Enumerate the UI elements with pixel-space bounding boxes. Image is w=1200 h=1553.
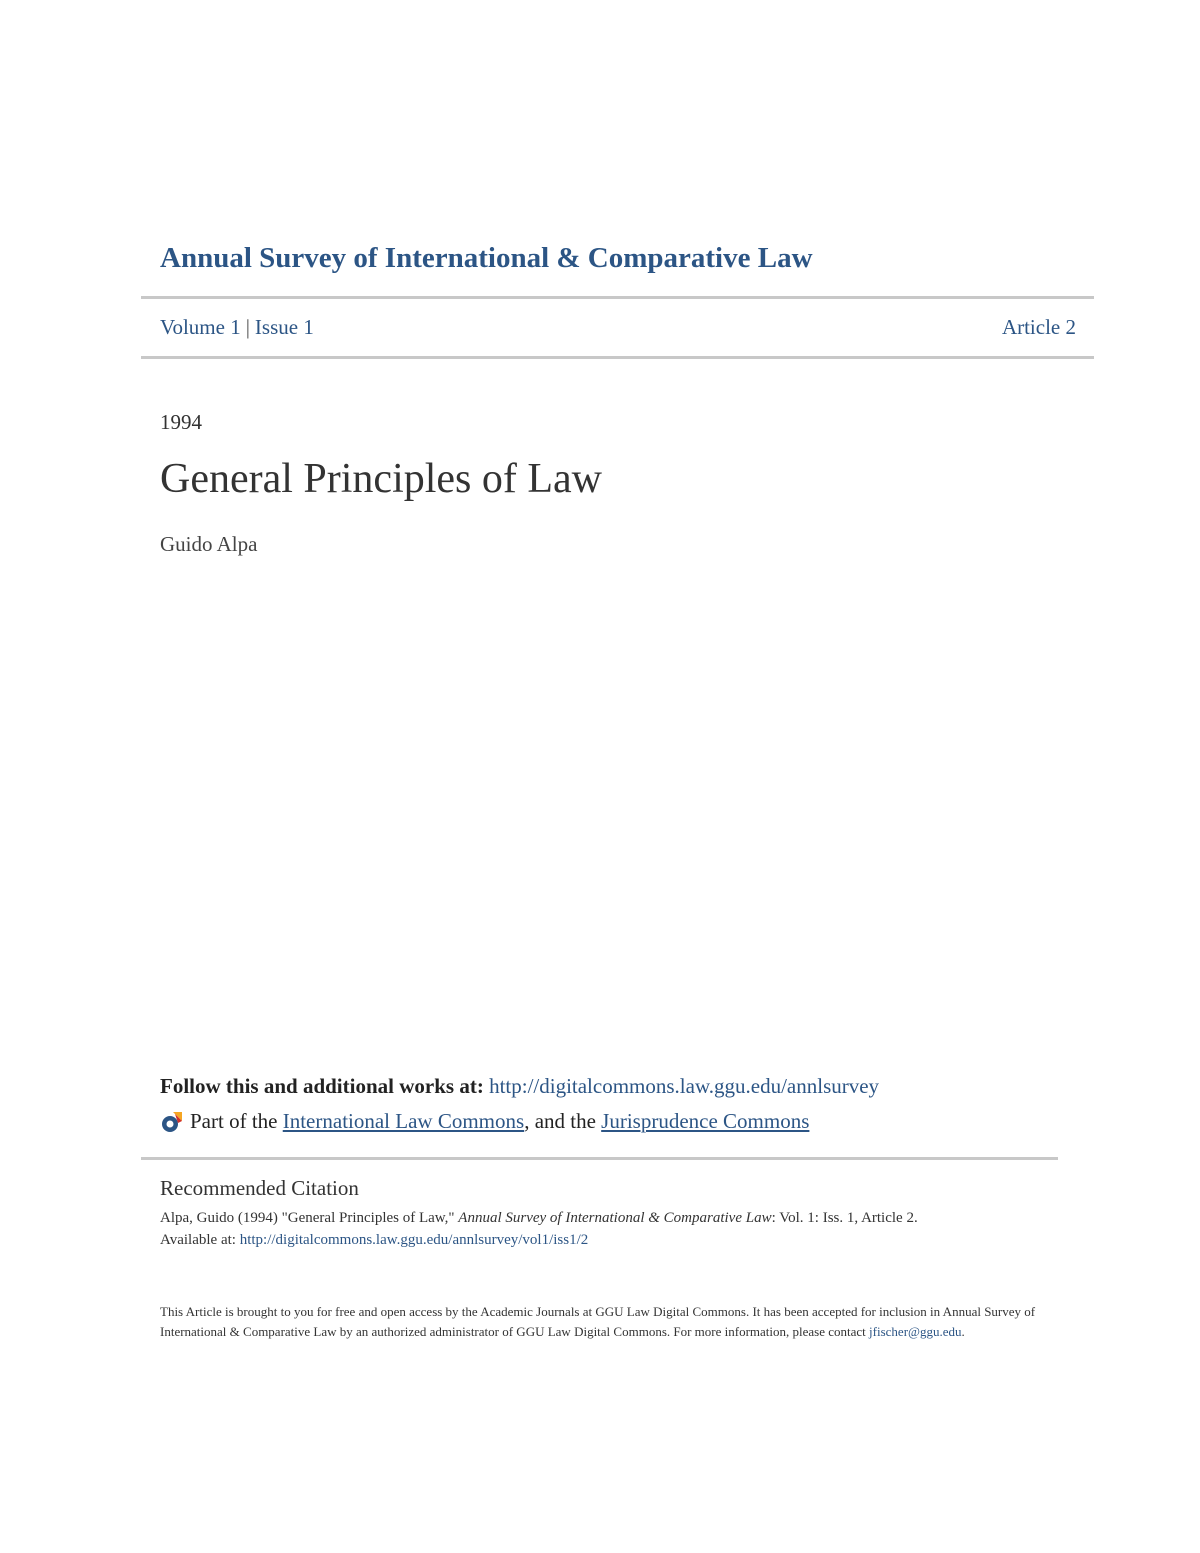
article-link[interactable]: Article 2	[1001, 315, 1076, 339]
page-title: General Principles of Law	[160, 456, 603, 502]
divider-bottom	[141, 1157, 1058, 1160]
citation-text: Alpa, Guido (1994) "General Principles of Law,"	[160, 1210, 455, 1226]
citation-heading: Recommended Citation	[160, 1176, 359, 1200]
journal-title[interactable]: Annual Survey of International & Comparative Law	[160, 242, 813, 274]
publication-year: 1994	[160, 410, 202, 434]
available-label: Available at:	[160, 1232, 236, 1248]
jurisprudence-commons-link[interactable]: Jurisprudence Commons	[601, 1109, 810, 1133]
part-of-middle: , and the	[524, 1109, 596, 1133]
notice-end: .	[961, 1324, 965, 1339]
volume-link[interactable]: Volume 1	[160, 315, 241, 339]
part-of-line	[160, 1109, 809, 1134]
international-law-commons-link[interactable]: International Law Commons	[282, 1109, 525, 1133]
divider-middle	[141, 356, 1094, 359]
author-name: Guido Alpa	[160, 532, 258, 556]
part-of-prefix: Part of the	[190, 1109, 278, 1133]
citation-url-link[interactable]: http://digitalcommons.law.ggu.edu/annlsurvey/vol1/iss1/2	[239, 1232, 589, 1248]
citation-volume: : Vol. 1: Iss. 1, Article 2.	[771, 1210, 918, 1226]
access-notice	[160, 1302, 1040, 1342]
follow-label: Follow this and additional works at:	[160, 1074, 484, 1098]
separator: |	[245, 315, 250, 339]
issue-link[interactable]: Issue 1	[254, 315, 314, 339]
contact-email-link[interactable]: jfischer@ggu.edu	[869, 1324, 962, 1339]
commons-logo-icon	[160, 1110, 184, 1134]
follow-line	[160, 1074, 879, 1099]
follow-url-link[interactable]: http://digitalcommons.law.ggu.edu/annlsurvey	[489, 1074, 880, 1098]
citation-text-line	[160, 1207, 918, 1229]
volume-issue-line	[160, 315, 314, 340]
citation-block	[160, 1207, 918, 1251]
citation-journal: Annual Survey of International & Comparative Law	[458, 1210, 772, 1226]
citation-available-line	[160, 1229, 918, 1251]
divider-top	[141, 296, 1094, 299]
notice-text: This Article is brought to you for free and open access by the Academic Journals at GGU Law Digital Commons. It has been accepted for inclusion in Annual Survey of International & Comparative Law by an authorized administrator of GGU Law Digital Commons. For more information, please contact	[160, 1304, 1036, 1339]
